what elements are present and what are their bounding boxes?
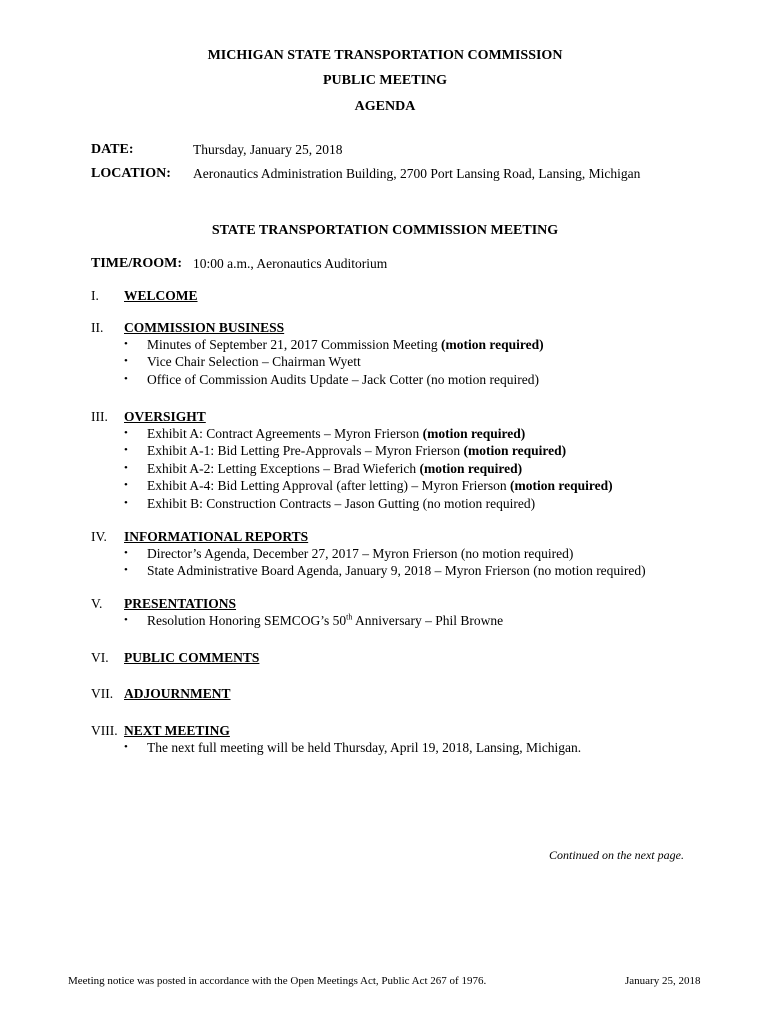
bullet-text: The next full meeting will be held Thursday, April 19, 2018, Lansing, Michigan. (147, 740, 582, 755)
agenda-item (91, 320, 691, 388)
agenda-bullet (91, 477, 691, 494)
agenda-item-bullets (91, 612, 691, 629)
agenda-bullet (91, 336, 691, 353)
date-value: Thursday, January 25, 2018 (193, 142, 343, 157)
agenda-item-title: OVERSIGHT (124, 409, 206, 424)
timeroom-label: TIME/ROOM: (91, 256, 182, 271)
bullet-text: Exhibit A-1: Bid Letting Pre-Approvals – Myron Frierson (147, 443, 464, 459)
motion-required-note: (motion required) (509, 478, 613, 494)
agenda-item-number: VIII. (91, 723, 118, 738)
agenda-bullet (91, 612, 691, 629)
footer-date: January 25, 2018 (625, 975, 701, 987)
bullet-icon: • (124, 564, 128, 577)
bullet-icon: • (124, 427, 128, 439)
bullet-icon: • (124, 479, 128, 492)
bullet-icon: • (124, 496, 128, 509)
location-value: Aeronautics Administration Building, 2700 Port Lansing Road, Lansing, Michigan (193, 166, 641, 181)
agenda-item-bullets (91, 545, 691, 580)
date-label: DATE: (91, 142, 134, 157)
agenda-bullet (91, 460, 691, 477)
agenda-item-bullets (91, 739, 691, 756)
agenda-item (91, 650, 691, 666)
agenda-item-title: PRESENTATIONS (124, 596, 237, 611)
agenda-item-header (91, 723, 691, 739)
meeting-type: PUBLIC MEETING (322, 73, 448, 88)
bullet-text: Exhibit A: Contract Agreements – Myron Frierson (147, 426, 423, 441)
agenda-bullet (91, 545, 691, 562)
agenda-item-header (91, 686, 691, 702)
agenda-item-bullets (91, 425, 691, 512)
commission-title: MICHIGAN STATE TRANSPORTATION COMMISSION (207, 48, 563, 63)
agenda-item-header (91, 288, 691, 304)
agenda-item-title: NEXT MEETING (124, 723, 230, 738)
bullet-text: Exhibit A-2: Letting Exceptions – Brad Wieferich (147, 460, 420, 476)
bullet-text: Exhibit A-4: Bid Letting Approval (after letting) – Myron Frierson (147, 478, 510, 494)
bullet-text: Office of Commission Audits Update – Jack Cotter (no motion required) (147, 371, 539, 387)
bullet-icon: • (124, 614, 128, 626)
timeroom-value: 10:00 a.m., Aeronautics Auditorium (193, 256, 388, 271)
agenda-bullet (91, 442, 691, 459)
agenda-bullet (91, 739, 691, 756)
agenda-item-title: WELCOME (124, 288, 198, 303)
motion-required-note: (motion required) (422, 426, 526, 441)
agenda-item-title: COMMISSION BUSINESS (124, 320, 285, 335)
bullet-text: Exhibit B: Construction Contracts – Jason Gutting (no motion required) (147, 495, 536, 511)
agenda-item (91, 723, 691, 756)
bullet-icon: • (124, 547, 128, 559)
bullet-text: Resolution Honoring SEMCOG’s 50 (147, 613, 347, 628)
motion-required-note: (motion required) (419, 460, 523, 476)
agenda-item-bullets (91, 336, 691, 388)
agenda-item-number: III. (91, 409, 108, 424)
agenda-item (91, 288, 691, 304)
agenda-item-number: IV. (91, 529, 107, 544)
location-label: LOCATION: (91, 166, 171, 181)
agenda-item (91, 596, 691, 629)
agenda-bullet (91, 495, 691, 512)
agenda-item-header (91, 529, 691, 545)
bullet-icon: • (124, 444, 128, 457)
agenda-item-header (91, 320, 691, 336)
motion-required-note: (motion required) (463, 443, 567, 459)
bullet-text: Director’s Agenda, December 27, 2017 – Myron Frierson (no motion required) (147, 546, 574, 561)
agenda-item-title: PUBLIC COMMENTS (124, 650, 260, 665)
motion-required-note: (motion required) (440, 337, 544, 352)
agenda-item-number: II. (91, 320, 104, 335)
bullet-text-after: Anniversary – Phil Browne (352, 613, 504, 628)
bullet-superscript: th (346, 612, 353, 622)
agenda-item-header (91, 650, 691, 666)
agenda-bullet (91, 371, 691, 388)
agenda-item-title: ADJOURNMENT (124, 686, 231, 701)
agenda-item-header (91, 409, 691, 425)
agenda-item-number: VI. (91, 650, 109, 665)
bullet-icon: • (124, 461, 128, 474)
continued-note: Continued on the next page. (549, 848, 684, 862)
agenda-item-number: I. (91, 288, 99, 303)
agenda-bullet (91, 353, 691, 370)
bullet-icon: • (124, 741, 128, 753)
agenda-bullet (91, 562, 691, 579)
agenda-item-header (91, 596, 691, 612)
agenda-title: AGENDA (354, 99, 416, 114)
agenda-item (91, 686, 691, 702)
agenda-item-title: INFORMATIONAL REPORTS (124, 529, 309, 544)
agenda-bullet (91, 425, 691, 442)
section-heading: STATE TRANSPORTATION COMMISSION MEETING (211, 223, 559, 238)
bullet-icon: • (124, 372, 128, 385)
agenda-item (91, 409, 691, 512)
bullet-icon: • (124, 355, 128, 368)
bullet-text: Vice Chair Selection – Chairman Wyett (147, 354, 361, 370)
bullet-text: State Administrative Board Agenda, January 9, 2018 – Myron Frierson (no motion required) (147, 563, 646, 579)
bullet-text: Minutes of September 21, 2017 Commission Meeting (147, 337, 441, 352)
agenda-item-number: V. (91, 596, 103, 611)
bullet-icon: • (124, 338, 128, 350)
footer-notice: Meeting notice was posted in accordance with the Open Meetings Act, Public Act 267 of 1976. (68, 975, 487, 987)
agenda-item-number: VII. (91, 686, 114, 701)
agenda-item (91, 529, 691, 580)
